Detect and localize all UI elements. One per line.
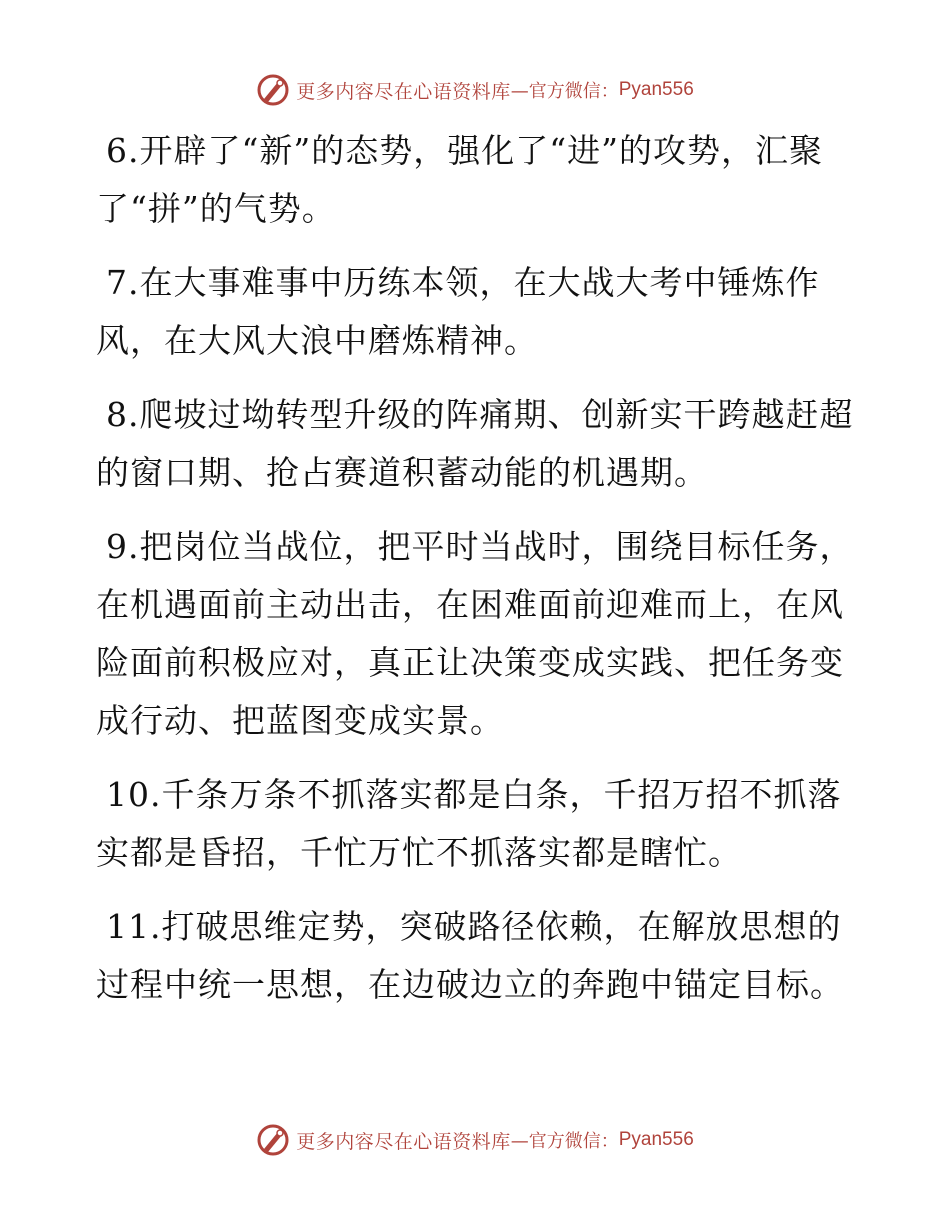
list-item bbox=[96, 898, 856, 1014]
item-text: 打破思维定势，突破路径依赖，在解放思想的过程中统一思想，在边破边立的奔跑中锚定目标。 bbox=[96, 907, 844, 1004]
item-text: 把岗位当战位，把平时当战时，围绕目标任务，在机遇面前主动出击，在困难面前迎难而上，在风险面前积极应对，真正让决策变成实践、把任务变成行动、把蓝图变成实景。 bbox=[96, 527, 854, 740]
list-item bbox=[96, 122, 856, 238]
item-text: 开辟了“新”的态势，强化了“进”的攻势，汇聚了“拼”的气势。 bbox=[96, 131, 823, 228]
list-item bbox=[96, 766, 856, 882]
item-text: 爬坡过坳转型升级的阵痛期、创新实干跨越赶超的窗口期、抢占赛道积蓄动能的机遇期。 bbox=[96, 395, 854, 492]
list-item bbox=[96, 254, 856, 370]
item-number: 7. bbox=[106, 263, 140, 302]
footer-text: 更多内容尽在心语资料库 bbox=[296, 1130, 511, 1153]
footer-wechat-id: Pyan556 bbox=[618, 1129, 694, 1150]
item-text: 千条万条不抓落实都是白条，千招万招不抓落实都是昏招，千忙万忙不抓落实都是瞎忙。 bbox=[96, 775, 842, 872]
list-item bbox=[96, 386, 856, 502]
footer-label: —官方微信： bbox=[510, 1131, 619, 1152]
list-item bbox=[96, 518, 856, 750]
document-body bbox=[96, 122, 856, 1030]
item-number: 9. bbox=[106, 527, 140, 566]
pen-logo-icon bbox=[256, 1123, 290, 1157]
pen-logo-icon bbox=[256, 73, 290, 107]
header-label: —官方微信： bbox=[510, 81, 619, 102]
header-wechat-id: Pyan556 bbox=[618, 79, 694, 100]
footer-banner bbox=[0, 1120, 950, 1160]
item-number: 6. bbox=[106, 131, 140, 170]
item-text: 在大事难事中历练本领，在大战大考中锤炼作风，在大风大浪中磨炼精神。 bbox=[96, 263, 820, 360]
header-banner bbox=[0, 70, 950, 110]
header-text: 更多内容尽在心语资料库 bbox=[296, 80, 511, 103]
item-number: 10. bbox=[106, 775, 162, 814]
item-number: 11. bbox=[106, 907, 162, 946]
item-number: 8. bbox=[106, 395, 140, 434]
